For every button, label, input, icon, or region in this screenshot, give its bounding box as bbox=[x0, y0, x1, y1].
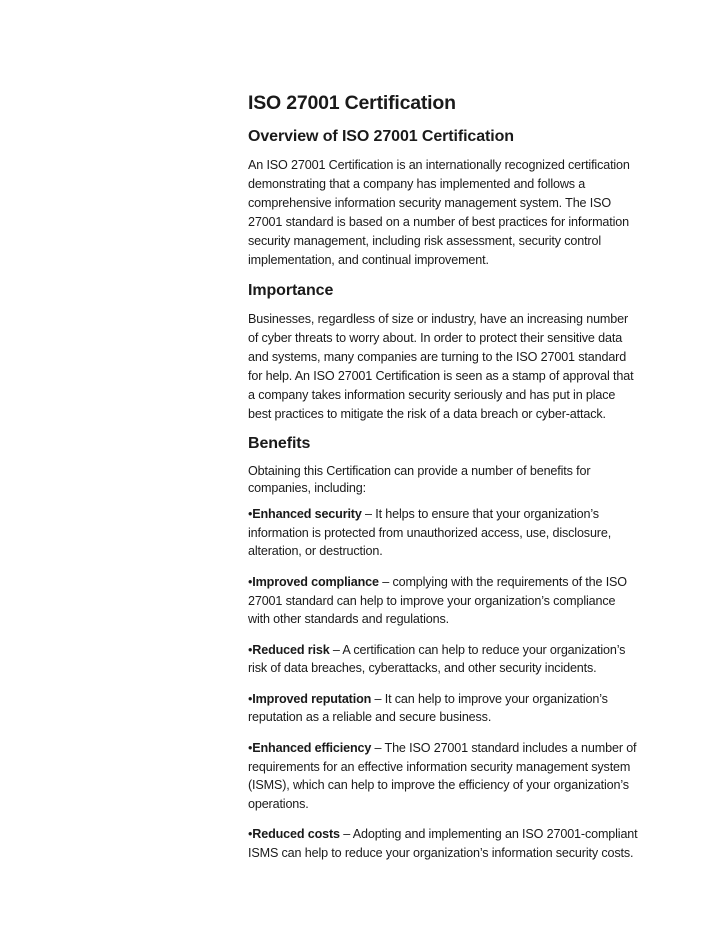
benefits-heading: Benefits bbox=[248, 435, 311, 453]
bullet-icon: • bbox=[248, 642, 253, 657]
benefit-term: Reduced costs bbox=[252, 827, 340, 842]
bullet-icon: • bbox=[248, 574, 253, 589]
benefit-description: – A certification can help to reduce your organization’s risk of data breaches, cyberattacks, and other security incidents. bbox=[248, 642, 626, 676]
overview-heading: Overview of ISO 27001 Certification bbox=[248, 128, 514, 145]
document-page bbox=[248, 90, 640, 875]
bullet-icon: • bbox=[248, 691, 253, 706]
list-item bbox=[248, 739, 640, 813]
benefit-term: Improved reputation bbox=[252, 691, 372, 706]
bullet-icon: • bbox=[248, 827, 253, 842]
document-title: ISO 27001 Certification bbox=[248, 92, 456, 114]
benefit-description: – Adopting and implementing an ISO 27001-compliant ISMS can help to reduce your organization’s information security costs. bbox=[248, 827, 638, 861]
importance-paragraph: Businesses, regardless of size or industry, have an increasing number of cyber threats to worry about. In order to protect their sensitive data and systems, many companies are turning to the ISO 27001 standard for help. An ISO 27001 Certification is seen as a stamp of approval that a company takes information security seriously and has put in place best practices to mitigate the risk of a data breach or cyber-attack. bbox=[248, 311, 634, 422]
benefit-term: Enhanced efficiency bbox=[252, 741, 372, 756]
benefits-list bbox=[248, 505, 640, 863]
bullet-icon: • bbox=[248, 507, 253, 522]
benefit-description: – complying with the requirements of the ISO 27001 standard can help to improve your organization’s compliance with other standards and regulations. bbox=[248, 574, 627, 627]
list-item bbox=[248, 573, 640, 629]
benefit-description: – It can help to improve your organization’s reputation as a reliable and secure business. bbox=[248, 691, 608, 725]
benefit-term: Reduced risk bbox=[252, 642, 330, 657]
benefit-description: – The ISO 27001 standard includes a number of requirements for an effective information security management system (ISMS), which can help to improve the efficiency of your organization’s operations. bbox=[248, 741, 637, 811]
benefit-term: Improved compliance bbox=[252, 574, 379, 589]
list-item bbox=[248, 690, 640, 727]
benefits-intro: Obtaining this Certification can provide a number of benefits for companies, including: bbox=[248, 464, 591, 495]
bullet-icon: • bbox=[248, 741, 253, 756]
list-item bbox=[248, 641, 640, 678]
list-item bbox=[248, 505, 640, 561]
benefit-term: Enhanced security bbox=[252, 507, 362, 522]
benefit-description: – It helps to ensure that your organization’s information is protected from unauthorized access, use, disclosure, alteration, or destruction. bbox=[248, 507, 612, 559]
list-item bbox=[248, 825, 640, 862]
importance-heading: Importance bbox=[248, 281, 334, 299]
overview-paragraph: An ISO 27001 Certification is an internationally recognized certification demonstrating that a company has implemented and follows a comprehensive information security management system. The ISO 27001 standard is based on a number of best practices for information security management, including risk assessment, security control implementation, and continual improvement. bbox=[248, 158, 630, 268]
